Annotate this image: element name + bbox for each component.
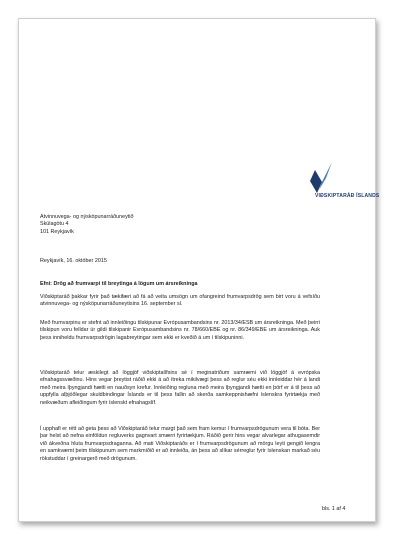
vi-logo [295, 160, 380, 210]
recipient-line-3: 101 Reykjavík [40, 228, 74, 235]
paragraph-2: Með frumvarpinu er stefnt að innleiðingu tilskipunar Evrópusambandsins nr. 2013/34/ESB um ársreikninga. Með þeirri tilskipun voru felldar úr gildi tilskipanir Evrópusambandsins nr. 78/660/EBE og nr. 86/349/EBE um ársreikninga. Auk þess inniheldu frumvarpsdrögin lagabreytingar sem ekki er kveðið á um í tilskipuninni. [40, 320, 320, 341]
wing-icon [295, 160, 335, 194]
recipient-line-2: Skúlagötu 4 [40, 221, 69, 228]
logo-text: VIÐSKIPTARÁÐ ÍSLANDS [315, 193, 380, 199]
letter-date: Reykjavík, 16. október 2015 [40, 258, 107, 264]
subject-line: Efni: Drög að frumvarpi til breytinga á lögum um ársreikninga [40, 281, 198, 287]
paragraph-4: Í upphafi er rétt að geta þess að Viðskiptaráð telur margt það sem fram kemur í frumvarpsdrögunum vera til bóta. Ber þar helst að nefna einföldun regluverks gagnvart smærri fyrirtækjum. Ráðið gerir hins vegar alvarlegar athugasemdir við ákveðna hluta frumvarpsdraganna. Að mati Viðskiptaráðs er í frumvarpsdrögunum að mörgu leyti gengið lengra en samkvæmt þeim tilskipunum sem markmiðið er að innleiða, án þess að slíkar sérreglur fyrir íslenskan markað séu rökstuddar í greinargerð með drögunum. [40, 426, 320, 462]
page-number: bls. 1 af 4 [322, 506, 346, 512]
paragraph-1: Viðskiptaráð þakkar fyrir það tækifæri að fá að veita umsögn um ofangreind frumvarpsdrög sem birt voru á vefsíðu atvinnuvega- og nýsköpunarráðuneytisins 16. september sl. [40, 294, 320, 308]
recipient-address [40, 214, 320, 236]
paragraph-3: Viðskiptaráð telur æskilegt að löggjöf viðskiptalífsins sé í meginatriðum samræmi við löggjöf á evrópska efnahagssvæðinu. Hins vegar þreytist ráðið ekki á að ítreka mikilvægi þess að reglur séu ekki innleiddar hér á landi með meira íþyngjandi hætti en nauðsyn krefur. Innleiðing regluna með meira íþyngjandi hætti en þörf er á til þess að uppfylla alþjóðlegar skuldbindingar Íslands er til þess fallin að skerða samkeppnishæfni íslenskra fyrirtækja með neikvæðum afleiðingum fyrir íslenskt efnahagslíf. [40, 370, 320, 406]
recipient-line-1: Atvinnuvega- og nýsköpunarráðuneytið [40, 214, 134, 220]
